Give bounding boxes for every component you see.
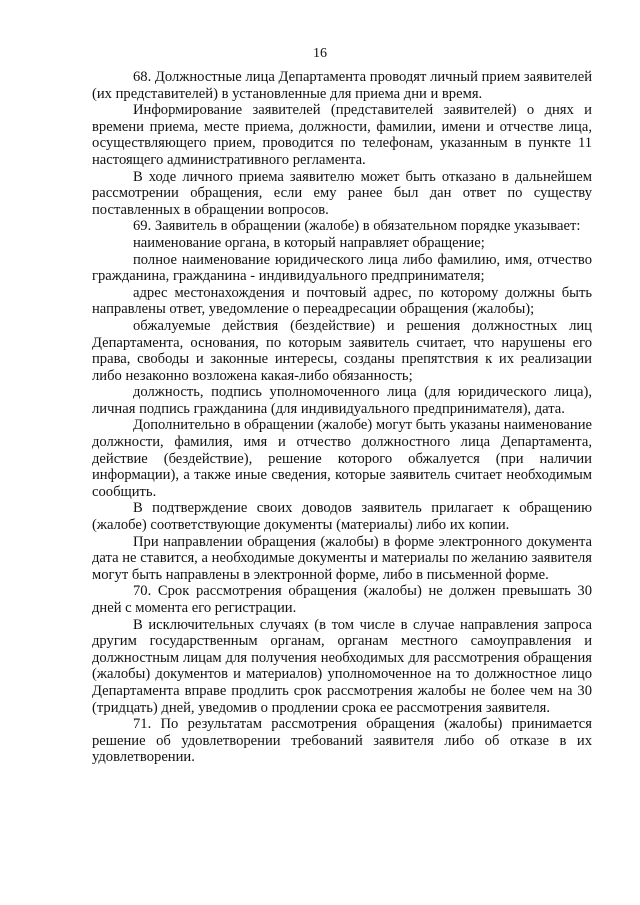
document-body [92,69,592,766]
paragraph-68-personal-reception: 68. Должностные лица Департамента проводят личный прием заявителей (их представителей) в установленные для приема дни и время. [92,69,592,102]
paragraph-supporting-documents: В подтверждение своих доводов заявитель прилагает к обращению (жалобе) соответствующие документы (материалы) либо их копии. [92,500,592,534]
paragraph-71-decision: 71. По результатам рассмотрения обращения (жалобы) принимается решение об удовлетворении требований заявителя либо об отказе в их удовлетворении. [92,716,592,766]
paragraph-informing-applicants: Информирование заявителей (представителей заявителей) о днях и времени приема, месте приема, должности, фамилии, имени и отчестве лица, осуществляющего прием, проводится по телефонам, указанным в пункте 11 настоящего административного регламента. [92,102,592,168]
paragraph-refusal-reception: В ходе личного приема заявителю может быть отказано в дальнейшем рассмотрении обращения, если ему ранее был дан ответ по существу поставленных в обращении вопросов. [92,168,592,218]
list-item-applicant-name: полное наименование юридического лица либо фамилию, имя, отчество гражданина, гражданина - индивидуального предпринимателя; [92,251,592,285]
list-item-body-name: наименование органа, в который направляет обращение; [133,234,485,251]
paragraph-exceptional-cases: В исключительных случаях (в том числе в случае направления запроса другим государственным органам, органам местного самоуправления и должностным лицам для получения необходимых для рассмотрения обращения (жалобы) документов и материалов) уполномоченное на то должностное лицо Департамента вправе продлить срок рассмотрения жалобы не более чем на 30 (тридцать) дней, уведомив о продлении срока ее рассмотрения заявителя. [92,616,592,716]
page-number: 16 [313,46,327,61]
list-item-appealed-actions: обжалуемые действия (бездействие) и решения должностных лиц Департамента, основания, по которым заявитель считает, что нарушены его права, свободы и законные интересы, созданы препятствия к их реализации либо незаконно возложена какая-либо обязанность; [92,317,592,384]
paragraph-69-required-details: 69. Заявитель в обращении (жалобе) в обязательном порядке указывает: [133,218,581,235]
paragraph-electronic-form: При направлении обращения (жалобы) в форме электронного документа дата не ставится, а необходимые документы и материалы по желанию заявителя могут быть направлены в электронной форме, либо в письменной форме. [92,533,592,583]
paragraph-additional-info: Дополнительно в обращении (жалобе) могут быть указаны наименование должности, фамилия, имя и отчество должностного лица Департамента, действие (бездействие), решение которого обжалуется (при наличии информации), а также иные сведения, которые заявитель считает необходимым сообщить. [92,417,592,500]
list-item-address: адрес местонахождения и почтовый адрес, по которому должны быть направлены ответ, уведомление о переадресации обращения (жалобы); [92,284,592,318]
paragraph-70-review-period: 70. Срок рассмотрения обращения (жалобы) не должен превышать 30 дней с момента его регистрации. [92,583,592,616]
list-item-signature-date: должность, подпись уполномоченного лица (для юридического лица), личная подпись гражданина (для индивидуального предпринимателя), дата. [92,384,592,417]
